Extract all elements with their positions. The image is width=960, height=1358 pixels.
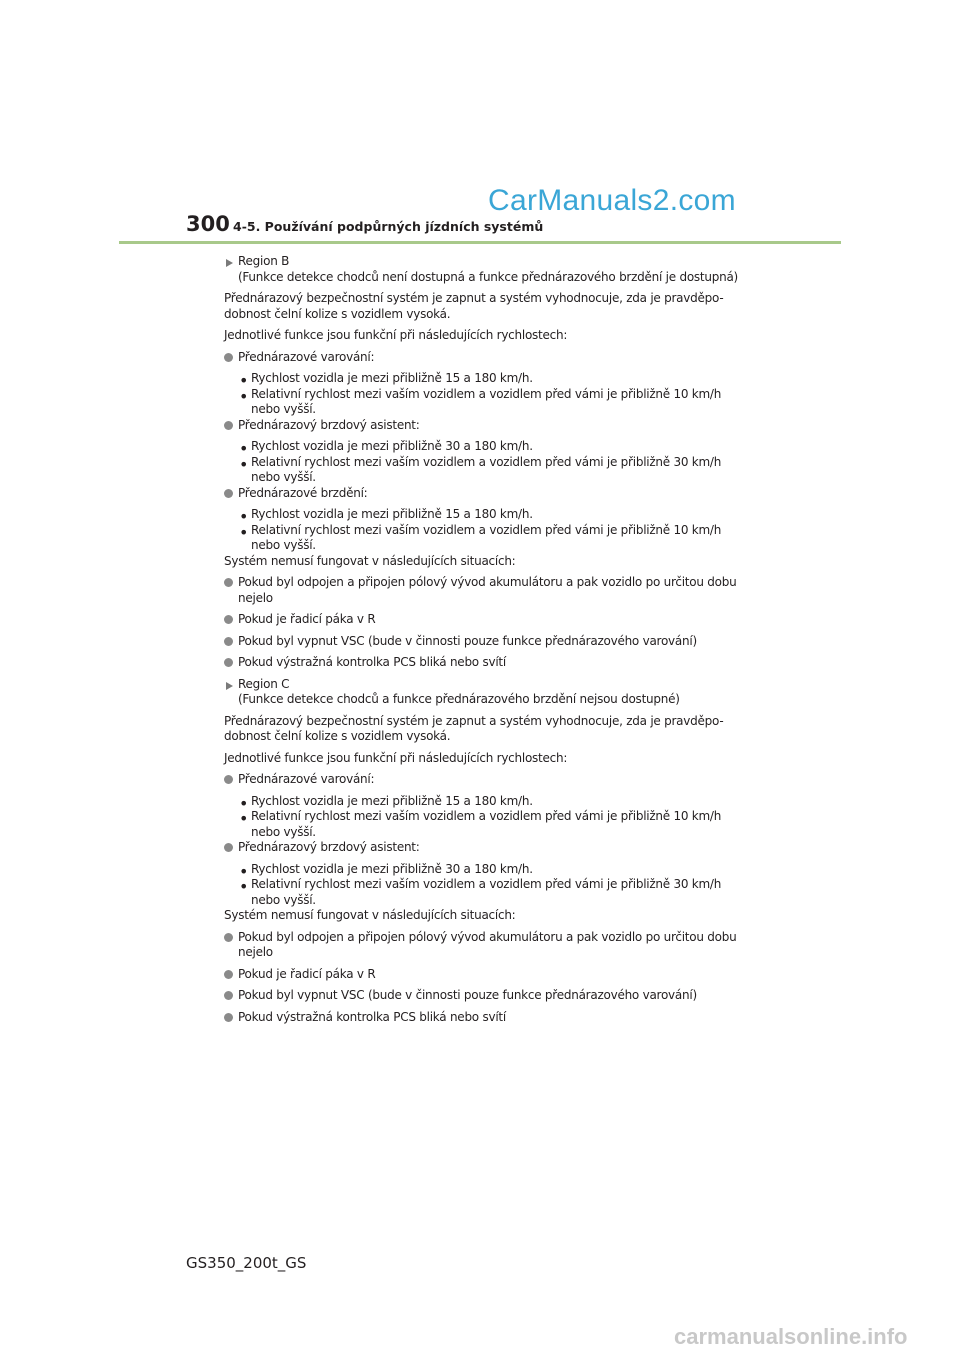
condition-text: Relativní rychlost mezi vaším vozidlem a vozidlem před vámi je přibližně 10 km/h	[251, 386, 722, 401]
situation-text: Pokud je řadicí páka v R	[238, 612, 376, 626]
condition-text: Rychlost vozidla je mezi přibližně 15 a 180 km/h.	[251, 371, 533, 385]
page-number: 300	[186, 212, 230, 236]
function-label: Přednárazové varování:	[238, 349, 375, 364]
small-bullet-icon: •	[239, 507, 249, 526]
condition-text: Relativní rychlost mezi vaším vozidlem a vozidlem před vámi je přibližně 10 km/h	[251, 809, 722, 823]
condition-text: Rychlost vozidla je mezi přibližně 15 a 180 km/h.	[251, 793, 533, 808]
speeds-intro: Jednotlivé funkce jsou funkční při následujících rychlostech:	[224, 750, 568, 765]
bullet-dot-icon	[224, 658, 233, 667]
intro-text: dobnost čelní kolize s vozidlem vysoká.	[224, 729, 451, 743]
situations-intro: Systém nemusí fungovat v následujících situacích:	[224, 553, 516, 568]
situations-intro: Systém nemusí fungovat v následujících situacích:	[224, 908, 516, 922]
region-subtitle: (Funkce detekce chodců není dostupná a funkce přednárazového brzdění je dostupná)	[238, 269, 738, 284]
bullet-dot-icon	[224, 775, 233, 784]
situation-item	[224, 575, 754, 606]
situation-item	[224, 1010, 754, 1026]
situation-text: Pokud byl vypnut VSC (bude v činnosti pouze funkce přednárazového varování)	[238, 633, 697, 648]
condition-text: Relativní rychlost mezi vaším vozidlem a vozidlem před vámi je přibližně 10 km/h	[251, 522, 722, 537]
region-title: Region C	[238, 676, 290, 691]
condition-text: nebo vyšší.	[251, 892, 316, 907]
condition-text: Rychlost vozidla je mezi přibližně 15 a 180 km/h.	[251, 507, 533, 521]
situation-item	[224, 988, 754, 1004]
condition-item	[224, 439, 754, 458]
small-bullet-icon: •	[239, 386, 249, 406]
situation-text: Pokud výstražná kontrolka PCS bliká nebo svítí	[238, 1009, 506, 1024]
section-title: 4-5. Používání podpůrných jízdních systémů	[233, 219, 544, 234]
condition-item	[224, 387, 754, 418]
situation-item	[224, 967, 754, 983]
function-item	[224, 418, 754, 434]
situation-text: Pokud byl vypnut VSC (bude v činnosti pouze funkce přednárazového varování)	[238, 988, 697, 1002]
situation-text: Pokud je řadicí páka v R	[238, 966, 376, 981]
bullet-dot-icon	[224, 991, 233, 1000]
region-c-heading	[224, 677, 754, 708]
condition-item	[224, 861, 754, 881]
condition-item	[224, 793, 754, 813]
region-title: Region B	[238, 254, 290, 268]
bullet-dot-icon	[224, 421, 233, 430]
region-b-heading	[224, 254, 754, 285]
bullet-dot-icon	[224, 843, 233, 852]
situation-text: nejelo	[238, 590, 273, 605]
intro-text: Přednárazový bezpečnostní systém je zapnut a systém vyhodnocuje, zda je pravděpo-	[224, 291, 724, 305]
function-label: Přednárazové brzdění:	[238, 485, 368, 500]
situation-item	[224, 655, 754, 671]
function-item	[224, 486, 754, 502]
bullet-dot-icon	[224, 1013, 233, 1022]
function-label: Přednárazový brzdový asistent:	[238, 417, 420, 432]
condition-item	[224, 455, 754, 486]
situation-text: Pokud byl odpojen a připojen pólový vývod akumulátoru a pak vozidlo po určitou dobu	[238, 575, 737, 589]
condition-text: nebo vyšší.	[251, 824, 316, 839]
situation-item	[224, 634, 754, 650]
condition-item	[224, 523, 754, 554]
speeds-intro: Jednotlivé funkce jsou funkční při následujících rychlostech:	[224, 328, 568, 342]
bullet-dot-icon	[224, 933, 233, 942]
condition-text: Rychlost vozidla je mezi přibližně 30 a 180 km/h.	[251, 861, 533, 876]
intro-text: dobnost čelní kolize s vozidlem vysoká.	[224, 306, 451, 321]
model-code: GS350_200t_GS	[186, 1254, 307, 1272]
triangle-bullet-icon	[226, 682, 233, 690]
situation-item	[224, 930, 754, 961]
function-item	[224, 772, 754, 788]
small-bullet-icon: •	[239, 439, 249, 458]
region-subtitle: (Funkce detekce chodců a funkce přednárazového brzdění nejsou dostupné)	[238, 692, 680, 706]
condition-text: nebo vyšší.	[251, 470, 316, 484]
watermark-carmanualsonline: carmanualsonline.info	[674, 1324, 908, 1349]
intro-text: Přednárazový bezpečnostní systém je zapnut a systém vyhodnocuje, zda je pravděpo-	[224, 713, 724, 728]
condition-text: nebo vyšší.	[251, 538, 316, 552]
small-bullet-icon: •	[239, 861, 249, 881]
bullet-dot-icon	[224, 353, 233, 362]
function-item	[224, 840, 754, 856]
condition-item	[224, 809, 754, 840]
page-content	[224, 254, 754, 1025]
bullet-dot-icon	[224, 578, 233, 587]
condition-text: Relativní rychlost mezi vaším vozidlem a vozidlem před vámi je přibližně 30 km/h	[251, 877, 722, 891]
situation-text: Pokud výstražná kontrolka PCS bliká nebo svítí	[238, 655, 506, 669]
situation-text: Pokud byl odpojen a připojen pólový vývod akumulátoru a pak vozidlo po určitou dobu	[238, 929, 737, 944]
condition-text: Relativní rychlost mezi vaším vozidlem a vozidlem před vámi je přibližně 30 km/h	[251, 454, 722, 469]
small-bullet-icon: •	[239, 454, 249, 474]
situation-item	[224, 612, 754, 628]
small-bullet-icon: •	[239, 522, 249, 542]
condition-item	[224, 507, 754, 526]
function-item	[224, 350, 754, 366]
header-rule	[119, 241, 841, 244]
bullet-dot-icon	[224, 615, 233, 624]
small-bullet-icon: •	[239, 371, 249, 390]
bullet-dot-icon	[224, 637, 233, 646]
function-label: Přednárazové varování:	[238, 772, 375, 786]
function-label: Přednárazový brzdový asistent:	[238, 840, 420, 854]
condition-item	[224, 877, 754, 908]
small-bullet-icon: •	[239, 809, 249, 828]
condition-text: Rychlost vozidla je mezi přibližně 30 a 180 km/h.	[251, 439, 533, 453]
watermark-carmanuals2: CarManuals2.com	[488, 184, 736, 217]
bullet-dot-icon	[224, 489, 233, 498]
small-bullet-icon: •	[239, 877, 249, 896]
small-bullet-icon: •	[239, 793, 249, 813]
condition-item	[224, 371, 754, 390]
situation-text: nejelo	[238, 945, 273, 959]
bullet-dot-icon	[224, 970, 233, 979]
condition-text: nebo vyšší.	[251, 402, 316, 416]
triangle-bullet-icon	[226, 259, 233, 267]
